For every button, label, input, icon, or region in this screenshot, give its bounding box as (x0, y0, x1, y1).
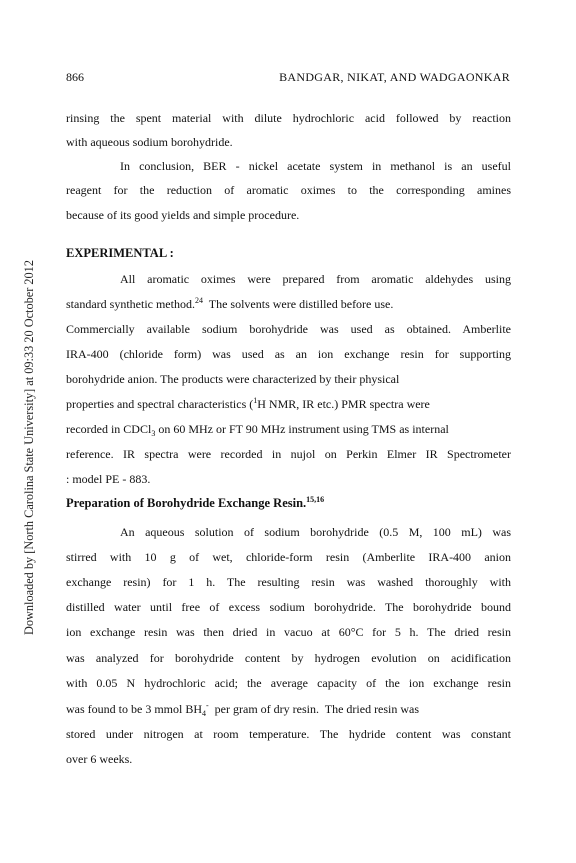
body-line: ion exchange resin was then dried in vacuo at 60°C for 5 h. The dried resin (66, 625, 511, 639)
body-line (66, 397, 511, 411)
body-line: In conclusion, BER - nickel acetate system in methanol is an useful (120, 159, 511, 173)
citation: 15,16 (306, 495, 325, 504)
body-line: because of its good yields and simple procedure. (66, 208, 300, 222)
superscript: 1 (253, 397, 258, 405)
download-side-note: Downloaded by [North Carolina State University] at 09:33 20 October 2012 (22, 260, 36, 635)
body-line: IRA-400 (chloride form) was used as an ion exchange resin for supporting (66, 347, 511, 361)
body-line: reference. IR spectra were recorded in nujol on Perkin Elmer IR Spectrometer (66, 447, 511, 461)
body-line: stirred with 10 g of wet, chloride-form resin (Amberlite IRA-400 anion (66, 550, 511, 564)
text-run: per gram of dry resin. The dried resin was (208, 702, 420, 716)
preparation-heading (66, 496, 324, 511)
text-run: properties and spectral characteristics ( (66, 397, 254, 411)
text-run: was found to be 3 mmol BH (66, 702, 202, 716)
subscript: 3 (151, 429, 156, 436)
body-line: An aqueous solution of sodium borohydride (0.5 M, 100 mL) was (120, 525, 511, 539)
body-line: reagent for the reduction of aromatic oximes to the corresponding amines (66, 183, 511, 197)
page-number: 866 (66, 70, 84, 84)
running-head: BANDGAR, NIKAT, AND WADGAONKAR (279, 70, 510, 84)
text-run: The solvents were distilled before use. (202, 297, 394, 311)
body-line: was analyzed for borohydride content by hydrogen evolution on acidification (66, 651, 511, 665)
experimental-heading: EXPERIMENTAL : (66, 246, 174, 260)
heading-text: Preparation of Borohydride Exchange Resin. (66, 496, 307, 510)
body-line: with 0.05 N hydrochloric acid; the average capacity of the ion exchange resin (66, 676, 511, 690)
superscript: - (206, 702, 209, 710)
body-line (66, 422, 511, 436)
body-line: with aqueous sodium borohydride. (66, 135, 233, 149)
body-line: over 6 weeks. (66, 752, 133, 766)
body-line: All aromatic oximes were prepared from aromatic aldehydes using (120, 272, 511, 286)
body-line: Commercially available sodium borohydride was used as obtained. Amberlite (66, 322, 511, 336)
text-run: on 60 MHz or FT 90 MHz instrument using TMS as internal (155, 422, 449, 436)
body-line: exchange resin) for 1 h. The resulting resin was washed thoroughly with (66, 575, 511, 589)
body-line (66, 297, 511, 311)
text-run: standard synthetic method. (66, 297, 195, 311)
text-run: H NMR, IR etc.) PMR spectra were (257, 397, 430, 411)
body-line: stored under nitrogen at room temperature. The hydride content was constant (66, 727, 511, 741)
body-line: borohydride anion. The products were characterized by their physical (66, 372, 400, 386)
body-line (66, 702, 511, 716)
text-run: recorded in CDCl (66, 422, 152, 436)
body-line: : model PE - 883. (66, 472, 151, 486)
body-line: distilled water until free of excess sodium borohydride. The borohydride bound (66, 600, 511, 614)
subscript: 4 (202, 709, 206, 716)
body-line: rinsing the spent material with dilute hydrochloric acid followed by reaction (66, 111, 511, 125)
citation: 24 (194, 297, 203, 305)
